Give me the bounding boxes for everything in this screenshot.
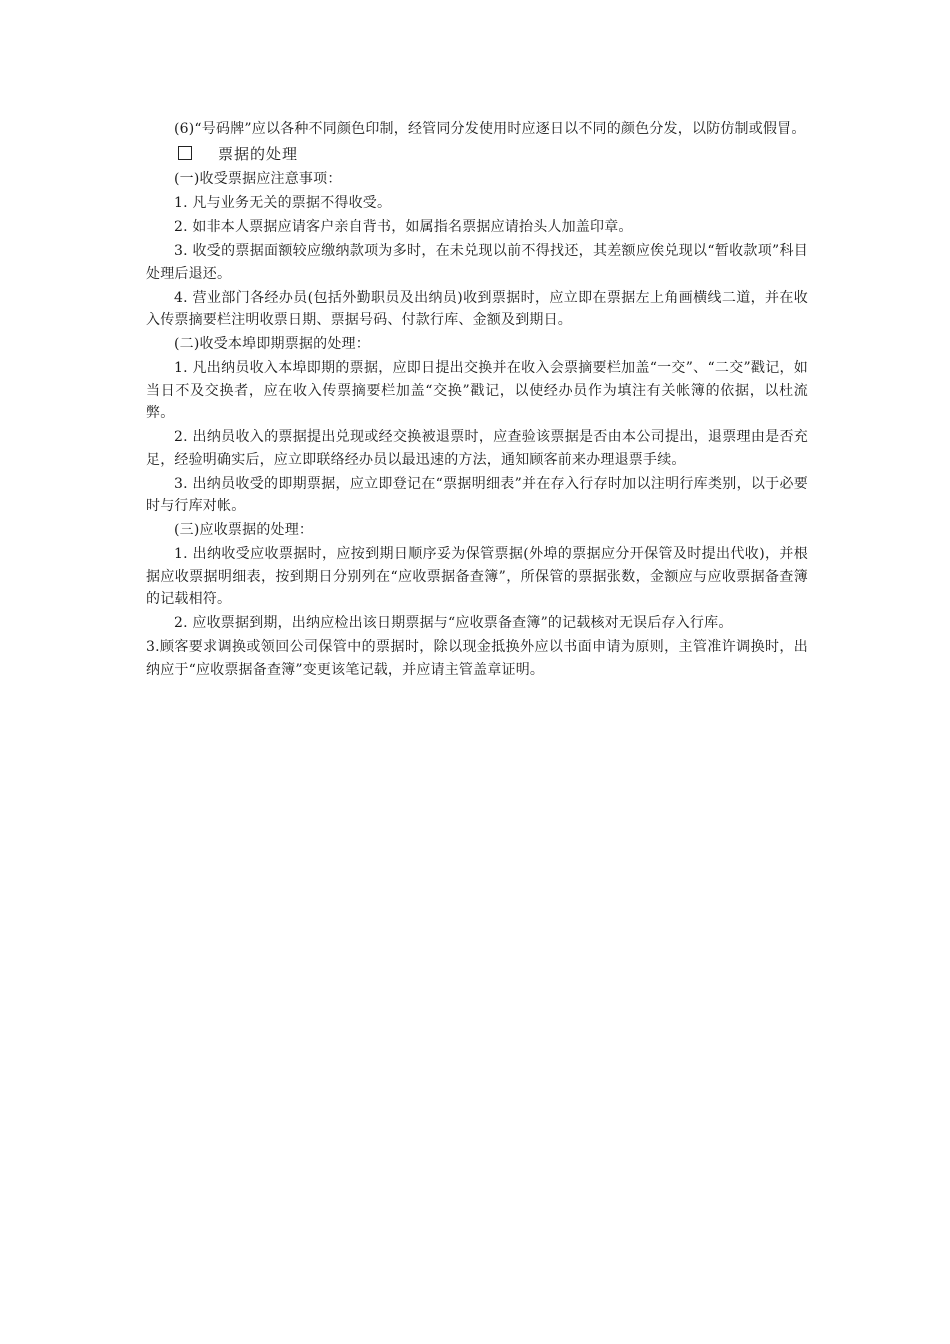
heading-text: 票据的处理 bbox=[218, 145, 299, 163]
list-item: 2. 出纳员收入的票据提出兑现或经交换被退票时，应查验该票据是否由本公司提出，退票理由是否充足，经验明确实后，应立即联络经办员以最迅速的方法，通知顾客前来办理退票手续。 bbox=[146, 429, 808, 468]
list-item: 1. 凡出纳员收入本埠即期的票据，应即日提出交换并在收入会票摘要栏加盖“一交”、“二交”戳记，如当日不及交换者，应在收入传票摘要栏加盖“交换”戳记，以使经办员作为填注有关帐簿的依据，以杜流弊。 bbox=[146, 360, 808, 421]
checkbox-square-icon bbox=[178, 146, 192, 160]
list-item: 1. 凡与业务无关的票据不得收受。 bbox=[174, 195, 392, 211]
list-item: 3. 收受的票据面额较应缴纳款项为多时，在未兑现以前不得找还，其差额应俟兑现以“暂收款项”科目处理后退还。 bbox=[146, 243, 808, 282]
list-item: 4. 营业部门各经办员(包括外勤职员及出纳员)收到票据时，应立即在票据左上角画横线二道，并在收入传票摘要栏注明收票日期、票据号码、付款行库、金额及到期日。 bbox=[146, 289, 808, 328]
list-item: 1. 出纳收受应收票据时，应按到期日顺序妥为保管票据(外埠的票据应分开保管及时提出代收)，并根据应收票据明细表，按到期日分别列在“应收票据备查簿”，所保管的票据张数，金额应与应收票据备查簿的记载相符。 bbox=[146, 546, 808, 607]
paragraph-number-plate: (6)“号码牌”应以各种不同颜色印制，经管同分发使用时应逐日以不同的颜色分发，以防仿制或假冒。 bbox=[174, 121, 806, 137]
subsection-title-2: (二)收受本埠即期票据的处理： bbox=[174, 336, 370, 352]
section-heading bbox=[146, 142, 808, 166]
list-item: 2. 如非本人票据应请客户亲自背书，如属指名票据应请抬头人加盖印章。 bbox=[174, 219, 633, 235]
subsection-title-3: (三)应收票据的处理： bbox=[174, 522, 314, 538]
list-item: 3. 出纳员收受的即期票据，应立即登记在“票据明细表”并在存入行存时加以注明行库类别，以于必要时与行库对帐。 bbox=[146, 475, 808, 514]
document-body bbox=[146, 118, 808, 683]
subsection-title-1: (一)收受票据应注意事项： bbox=[174, 171, 342, 187]
list-item: 3.顾客要求调换或领回公司保管中的票据时，除以现金抵换外应以书面申请为原则，主管准许调换时，出纳应于“应收票据备查簿”变更该笔记载，并应请主管盖章证明。 bbox=[146, 639, 808, 678]
list-item: 2. 应收票据到期，出纳应检出该日期票据与“应收票备查簿”的记载核对无误后存入行库。 bbox=[174, 615, 733, 631]
